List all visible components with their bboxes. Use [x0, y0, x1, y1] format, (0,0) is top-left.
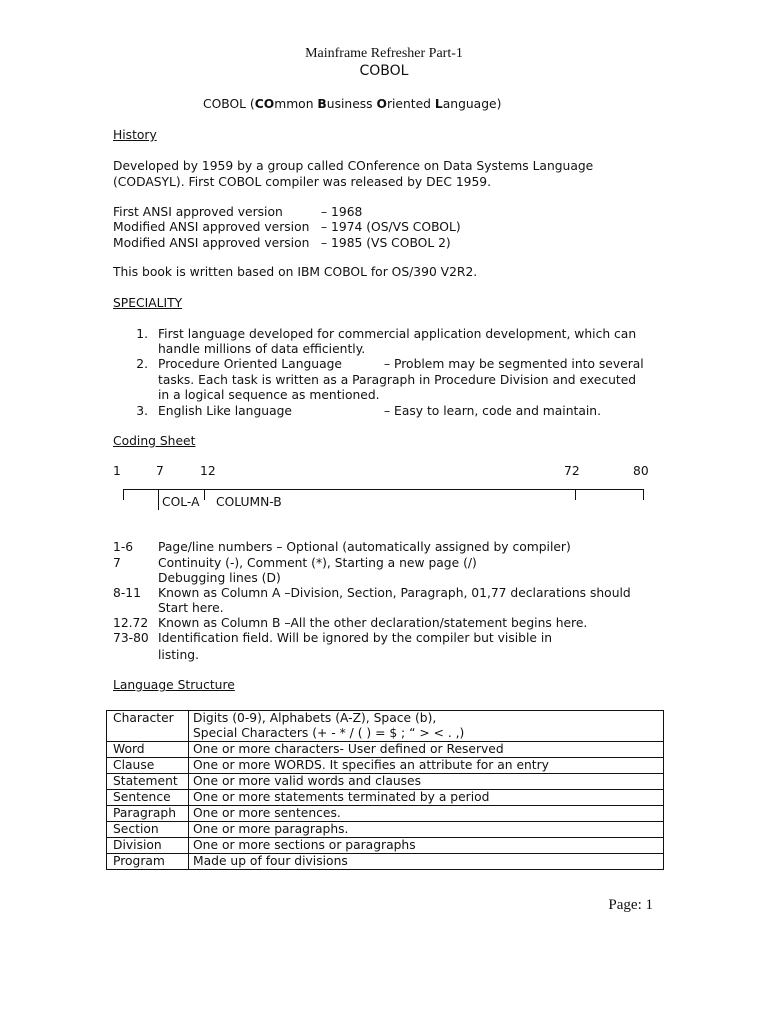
history-line: Developed by 1959 by a group called COnference on Data Systems Language — [113, 159, 594, 173]
column-number: 1 — [113, 464, 121, 478]
speciality-heading: SPECIALITY — [113, 296, 183, 310]
range-label: 12.72 — [113, 616, 149, 630]
range-desc: listing. — [158, 648, 199, 662]
history-line: (CODASYL). First COBOL compiler was released by DEC 1959. — [113, 175, 492, 189]
definition-line: Digits (0-9), Alphabets (A-Z), Space (b), — [193, 711, 437, 725]
range-desc: Known as Column A –Division, Section, Paragraph, 01,77 declarations should — [158, 586, 631, 600]
term-cell: Paragraph — [107, 806, 189, 822]
book-note: This book is written based on IBM COBOL for OS/390 V2R2. — [113, 265, 478, 279]
table-row — [107, 758, 664, 774]
version-label: First ANSI approved version — [113, 205, 283, 219]
definition-cell — [189, 711, 664, 742]
definition-cell: One or more statements terminated by a period — [189, 790, 664, 806]
column-number: 12 — [200, 464, 216, 478]
term-cell: Statement — [107, 774, 189, 790]
table-row — [107, 742, 664, 758]
term-cell: Program — [107, 854, 189, 870]
definition-cell: One or more sections or paragraphs — [189, 838, 664, 854]
column-number: 72 — [564, 464, 580, 478]
list-item-line: First language developed for commercial application development, which can — [158, 327, 637, 341]
column-number: 7 — [156, 464, 164, 478]
coding-sheet-heading: Coding Sheet — [113, 434, 196, 448]
language-structure-heading: Language Structure — [113, 678, 235, 692]
page-number: Page: 1 — [608, 897, 653, 913]
table-row — [107, 790, 664, 806]
term-cell: Sentence — [107, 790, 189, 806]
table-row — [107, 774, 664, 790]
list-item-tail: – Problem may be segmented into several — [384, 357, 644, 371]
history-heading: History — [113, 128, 157, 142]
col-a-label: COL-A — [162, 495, 200, 509]
range-label: 1-6 — [113, 540, 134, 554]
list-number: 3. — [136, 404, 148, 418]
term-cell: Word — [107, 742, 189, 758]
range-label: 7 — [113, 556, 121, 570]
list-item-tail: – Easy to learn, code and maintain. — [384, 404, 601, 418]
list-item-line: Procedure Oriented Language — [158, 357, 342, 371]
term-cell: Division — [107, 838, 189, 854]
term-cell: Character — [107, 711, 189, 742]
range-desc: Start here. — [158, 601, 224, 615]
table-row — [107, 854, 664, 870]
version-value: – 1974 (OS/VS COBOL) — [321, 220, 461, 234]
table-row — [107, 838, 664, 854]
list-item-line: in a logical sequence as mentioned. — [158, 388, 380, 402]
list-item-line: handle millions of data efficiently. — [158, 342, 366, 356]
definition-cell: One or more characters- User defined or Reserved — [189, 742, 664, 758]
version-value: – 1968 — [321, 205, 363, 219]
version-value: – 1985 (VS COBOL 2) — [321, 236, 451, 250]
list-item-line: English Like language — [158, 404, 292, 418]
range-desc: Debugging lines (D) — [158, 571, 281, 585]
range-desc: Continuity (-), Comment (*), Starting a new page (/) — [158, 556, 477, 570]
table-row — [107, 711, 664, 742]
page-title: Mainframe Refresher Part-1 — [305, 46, 463, 61]
version-label: Modified ANSI approved version — [113, 236, 310, 250]
range-desc: Known as Column B –All the other declaration/statement begins here. — [158, 616, 588, 630]
range-label: 73-80 — [113, 631, 149, 645]
definition-cell: Made up of four divisions — [189, 854, 664, 870]
range-desc: Identification field. Will be ignored by the compiler but visible in — [158, 631, 553, 645]
definition-cell: One or more WORDS. It specifies an attribute for an entry — [189, 758, 664, 774]
definition-line: Special Characters (+ - * / ( ) = $ ; “ > < . ,) — [193, 726, 465, 740]
list-number: 1. — [136, 327, 148, 341]
version-label: Modified ANSI approved version — [113, 220, 310, 234]
term-cell: Section — [107, 822, 189, 838]
range-desc: Page/line numbers – Optional (automatically assigned by compiler) — [158, 540, 571, 554]
definition-cell: One or more paragraphs. — [189, 822, 664, 838]
table-row — [107, 822, 664, 838]
table-row — [107, 806, 664, 822]
list-item-line: tasks. Each task is written as a Paragraph in Procedure Division and executed — [158, 373, 637, 387]
definition-cell: One or more valid words and clauses — [189, 774, 664, 790]
definition-cell: One or more sentences. — [189, 806, 664, 822]
cobol-acronym: COBOL (COmmon Business Oriented Language) — [203, 97, 502, 111]
page-subtitle: COBOL — [359, 63, 409, 79]
language-structure-table — [106, 710, 664, 870]
list-number: 2. — [136, 357, 148, 371]
term-cell: Clause — [107, 758, 189, 774]
col-b-label: COLUMN-B — [216, 495, 282, 509]
range-label: 8-11 — [113, 586, 141, 600]
column-number: 80 — [633, 464, 649, 478]
